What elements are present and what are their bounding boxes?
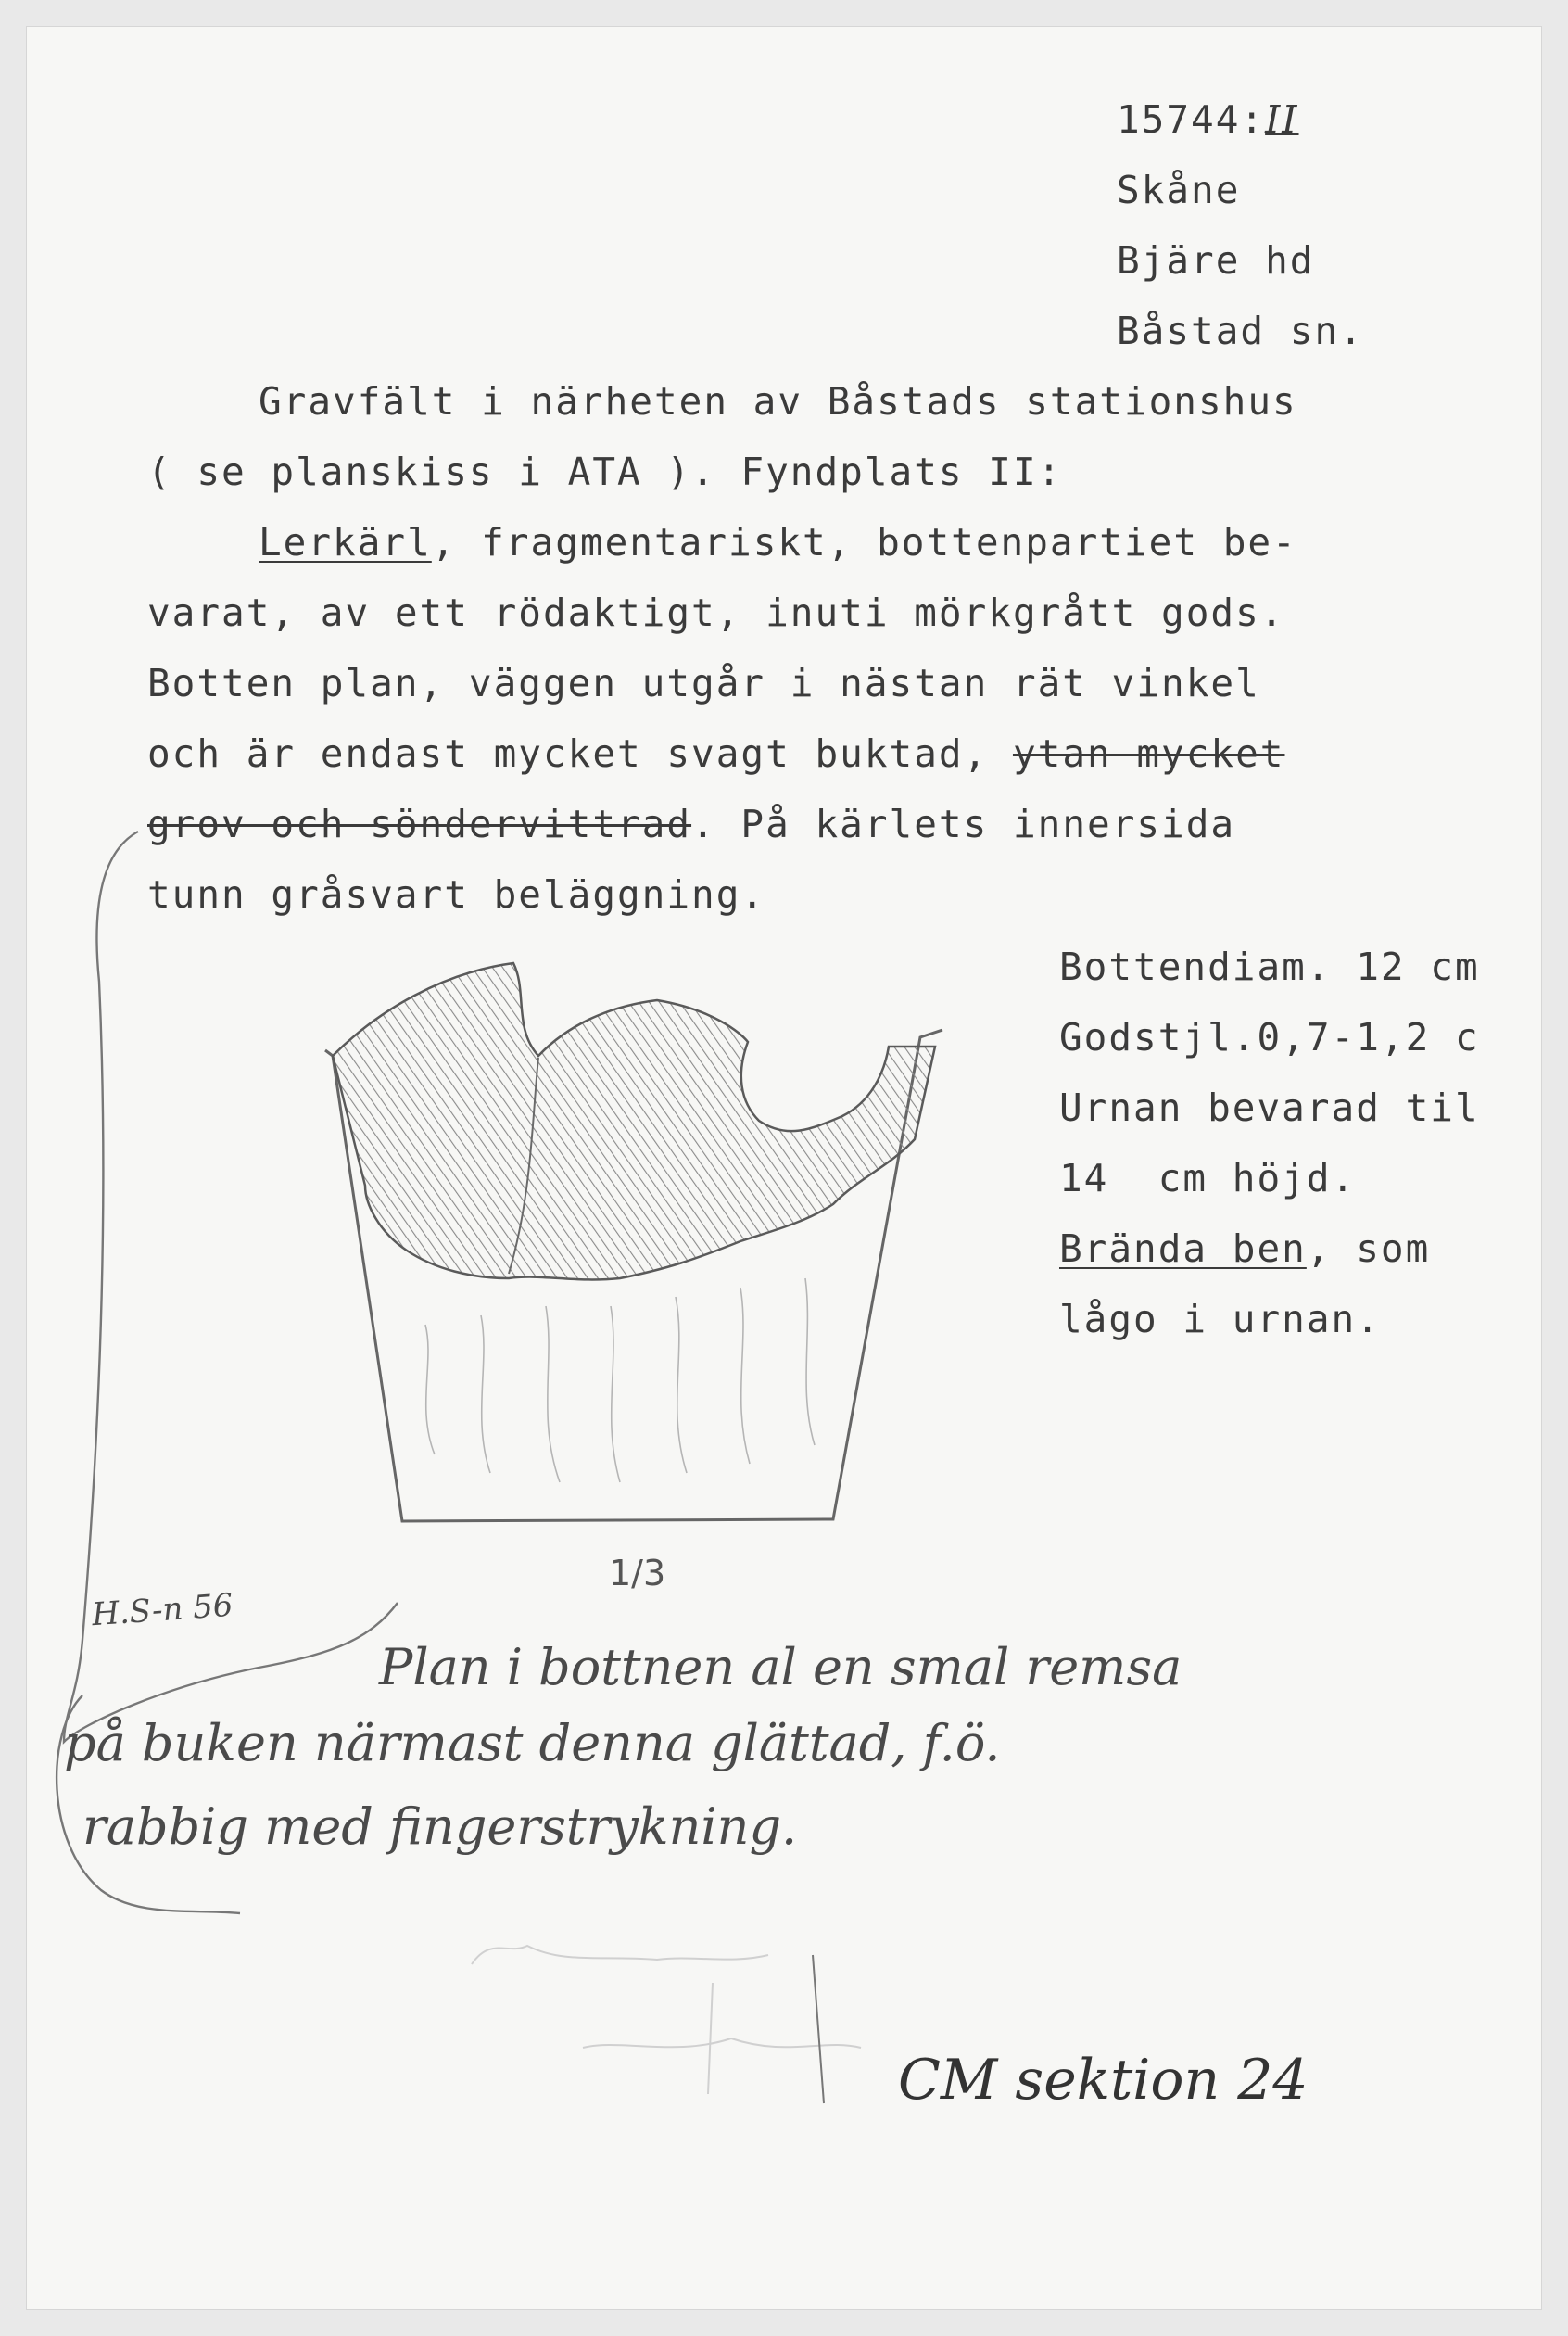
burnt-bones: Brända ben [1059, 1226, 1307, 1271]
measure-preserved: Urnan bevarad til [1059, 1085, 1480, 1130]
province: Skåne [1117, 168, 1241, 212]
vessel-sketch [27, 27, 1543, 2311]
measure-wall-thickness: Godstjl.0,7-1,2 c [1059, 1015, 1480, 1060]
note-line-3: rabbig med fingerstrykning. [82, 1797, 798, 1856]
object-type: Lerkärl [259, 520, 432, 565]
catalog-number: 15744:II [1117, 97, 1299, 142]
body-line-5: Botten plan, väggen utgår i nästan rät vinkel [147, 661, 1260, 705]
vessel-outer-strokes [425, 1278, 815, 1482]
measure-bottom-diameter: Bottendiam. 12 cm [1059, 945, 1480, 989]
erased-marks [472, 1946, 861, 2094]
struck-text-1: ytan mycket [1012, 731, 1285, 776]
district: Bjäre hd [1117, 238, 1315, 283]
struck-text-2: grov och söndervittrad [147, 802, 692, 846]
vertical-stroke [813, 1955, 824, 2103]
catalog-number-suffix: II [1265, 97, 1299, 142]
body-line-3: Lerkärl, fragmentariskt, bottenpartiet be- [259, 520, 1297, 565]
body-line-8: tunn gråsvart beläggning. [147, 872, 766, 917]
body-line-2: ( se planskiss i ATA ). Fyndplats II: [147, 450, 1063, 494]
note-line-1: Plan i bottnen al en smal remsa [379, 1638, 1182, 1696]
parish: Båstad sn. [1117, 309, 1364, 353]
bones-location: lågo i urnan. [1059, 1297, 1381, 1341]
initials-date: H.S-n 56 [90, 1586, 234, 1634]
body-line-7: grov och söndervittrad. På kärlets innersida [147, 802, 1236, 846]
burnt-bones-line: Brända ben, som [1059, 1226, 1431, 1271]
section-label: CM sektion 24 [898, 2048, 1309, 2113]
note-line-2: på buken närmast denna glättad, f.ö. [64, 1714, 1001, 1772]
body-line-6: och är endast mycket svagt buktad, ytan mycket [147, 731, 1285, 776]
vessel-interior-shading [333, 963, 935, 1279]
measure-height: 14 cm höjd. [1059, 1156, 1357, 1200]
body-line-1: Gravfält i närheten av Båstads stationshus [259, 379, 1297, 424]
scale-label: 1/3 [609, 1553, 666, 1593]
body-line-4: varat, av ett rödaktigt, inuti mörkgrått gods. [147, 590, 1285, 635]
catalog-card [26, 26, 1542, 2310]
